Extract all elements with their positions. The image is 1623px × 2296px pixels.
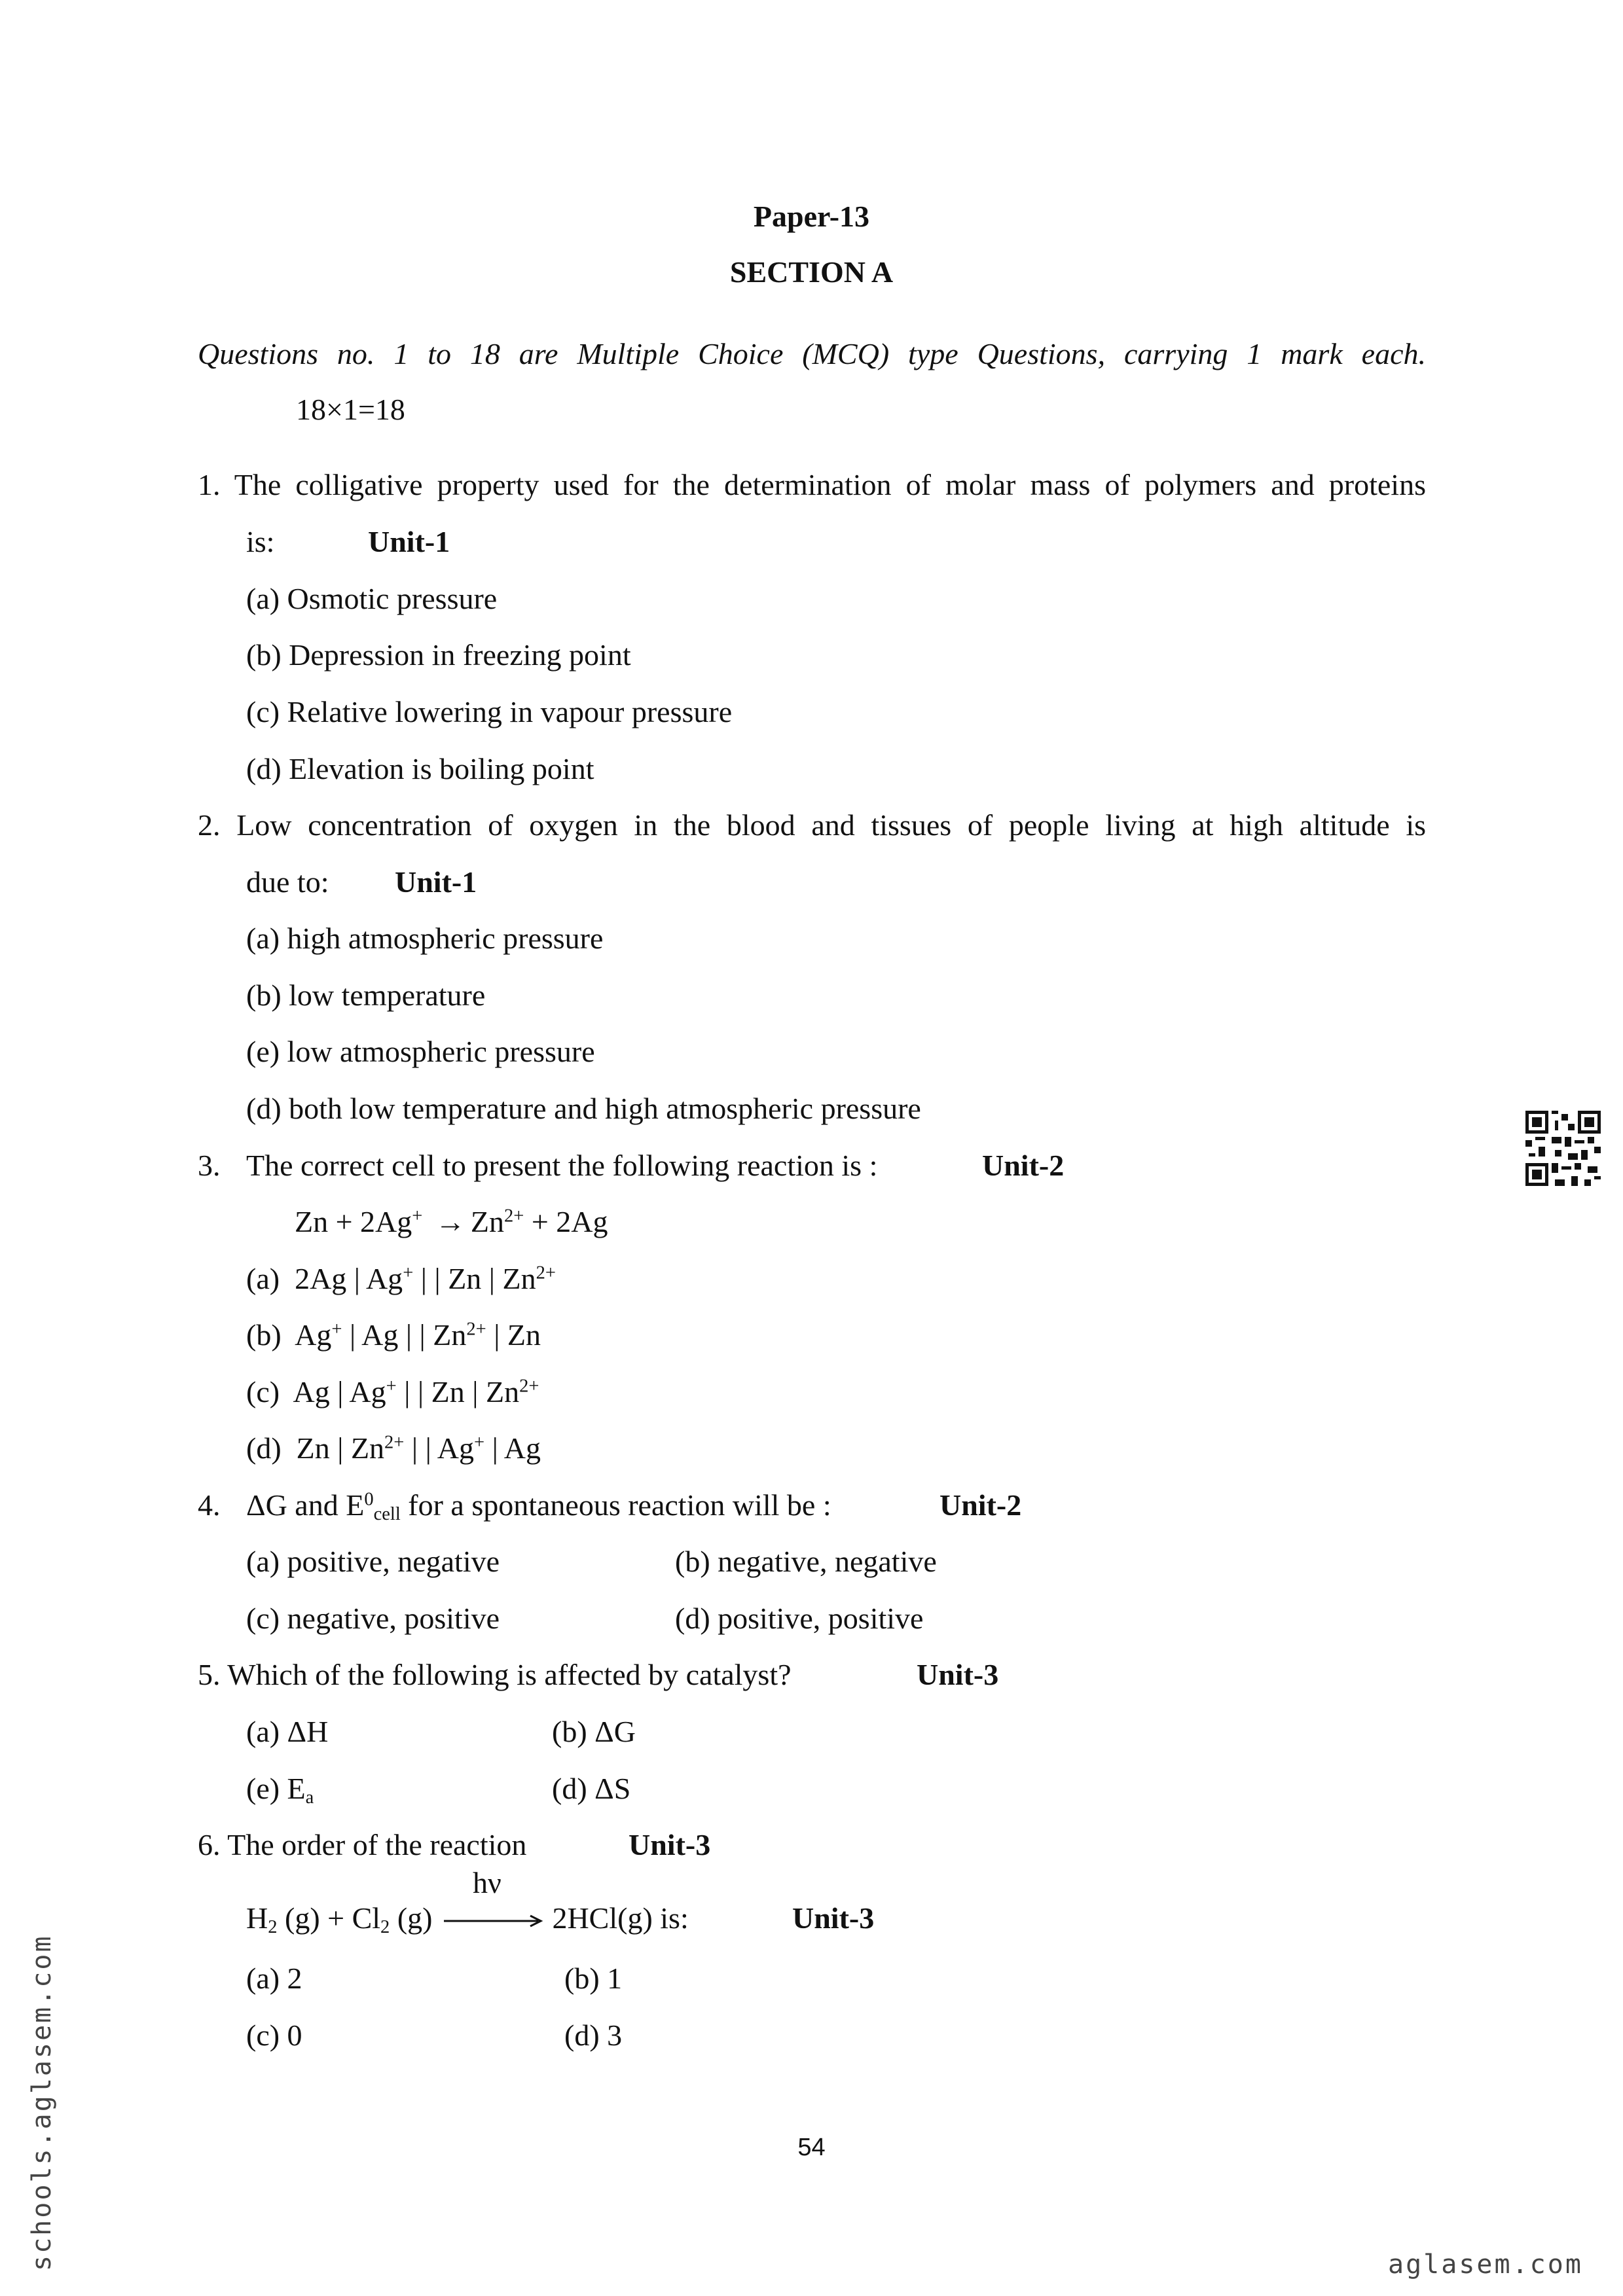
q2-option-d: (d) both low temperature and high atmospheric pressure: [246, 1092, 921, 1125]
q5-option-d: (d) ΔS: [552, 1772, 631, 1805]
q5-option-b: (b) ΔG: [552, 1715, 636, 1748]
q6-text: 6. The order of the reaction: [198, 1828, 527, 1861]
instructions-text: Questions no. 1 to 18 are Multiple Choice (MCQ) type Questions, carrying 1 mark each.: [198, 337, 1426, 370]
q3-option-a: (a) 2Ag | Ag+ | | Zn | $Zn^{2+}$: [246, 1262, 556, 1295]
q2-text-cont: due to:: [246, 865, 329, 899]
page-number: 54: [797, 2134, 826, 2161]
q6-option-b: (b) 1: [564, 1962, 623, 1995]
section-title: SECTION A: [729, 255, 894, 289]
q3-option-c: (c) Ag | Ag+ | | Zn | $Zn^{2+}$: [246, 1375, 539, 1408]
q1-text: 1. The colligative property used for the determination of molar mass of polymers and proteins: [198, 468, 1426, 501]
q6-option-c: (c) 0: [246, 2018, 302, 2052]
q6-option-d: (d) 3: [564, 2018, 623, 2052]
q6-equation: $H_2$ $(g) + Cl_2$ (g) hν 2HCl(g) is:: [246, 1866, 689, 1938]
q1-option-d: (d) Elevation is boiling point: [246, 752, 594, 785]
reaction-arrow: [440, 1866, 545, 1936]
q6-unit-2: Unit-3: [792, 1901, 875, 1935]
q5-option-c: (e) $E_a$: [246, 1772, 314, 1808]
q2-option-a: (a) high atmospheric pressure: [246, 922, 604, 955]
q6-unit: Unit-3: [629, 1828, 711, 1861]
q6-option-a: (a) 2: [246, 1962, 302, 1995]
q4-text: ΔG and $E^0_{cell}$ for a spontaneous reaction will be :: [246, 1488, 831, 1525]
q4-option-c: (c) negative, positive: [246, 1602, 500, 1635]
q5-option-a: (a) ΔH: [246, 1715, 329, 1748]
q3-reaction: $Zn + 2Ag^+ \to Zn^{2+} + 2Ag$: [295, 1205, 608, 1238]
q2-unit: Unit-1: [395, 865, 477, 899]
footer-watermark: aglasem.com: [1388, 2250, 1583, 2280]
q3-option-b: (b) Ag+ | Ag | | $Zn^{2+}$ | Zn: [246, 1318, 541, 1352]
q3-text: The correct cell to present the following reaction is :: [246, 1149, 878, 1182]
paper-title: Paper-13: [753, 200, 870, 233]
q4-option-a: (a) positive, negative: [246, 1545, 500, 1578]
q3-unit: Unit-2: [982, 1149, 1065, 1182]
q1-option-a: (a) Osmotic pressure: [246, 582, 498, 615]
q4-number: 4.: [198, 1488, 221, 1522]
q2-option-b: (b) low temperature: [246, 978, 486, 1012]
arrow-label: hν: [472, 1866, 501, 1900]
side-watermark: schools.aglasem.com: [27, 1934, 57, 2271]
right-arrow-icon: [440, 1906, 545, 1936]
q1-option-b: (b) Depression in freezing point: [246, 638, 631, 672]
q3-number: 3.: [198, 1149, 221, 1182]
q1-unit: Unit-1: [368, 525, 450, 558]
q4-option-b: (b) negative, negative: [675, 1545, 937, 1578]
q4-unit: Unit-2: [939, 1488, 1022, 1522]
q2-text: 2. Low concentration of oxygen in the blood and tissues of people living at high altitude is: [198, 808, 1426, 842]
q1-option-c: (c) Relative lowering in vapour pressure: [246, 695, 733, 728]
q3-option-d: (d) Zn | $Zn^{2+}$ | | Ag+ | Ag: [246, 1431, 541, 1465]
q5-text: 5. Which of the following is affected by catalyst?: [198, 1658, 792, 1691]
instructions-marks: 18×1=18: [296, 393, 405, 426]
q2-option-c: (e) low atmospheric pressure: [246, 1035, 595, 1068]
q4-option-d: (d) positive, positive: [675, 1602, 924, 1635]
q5-unit: Unit-3: [917, 1658, 999, 1691]
qr-code-icon: [1525, 1111, 1601, 1186]
q1-text-cont: is:: [246, 525, 275, 558]
